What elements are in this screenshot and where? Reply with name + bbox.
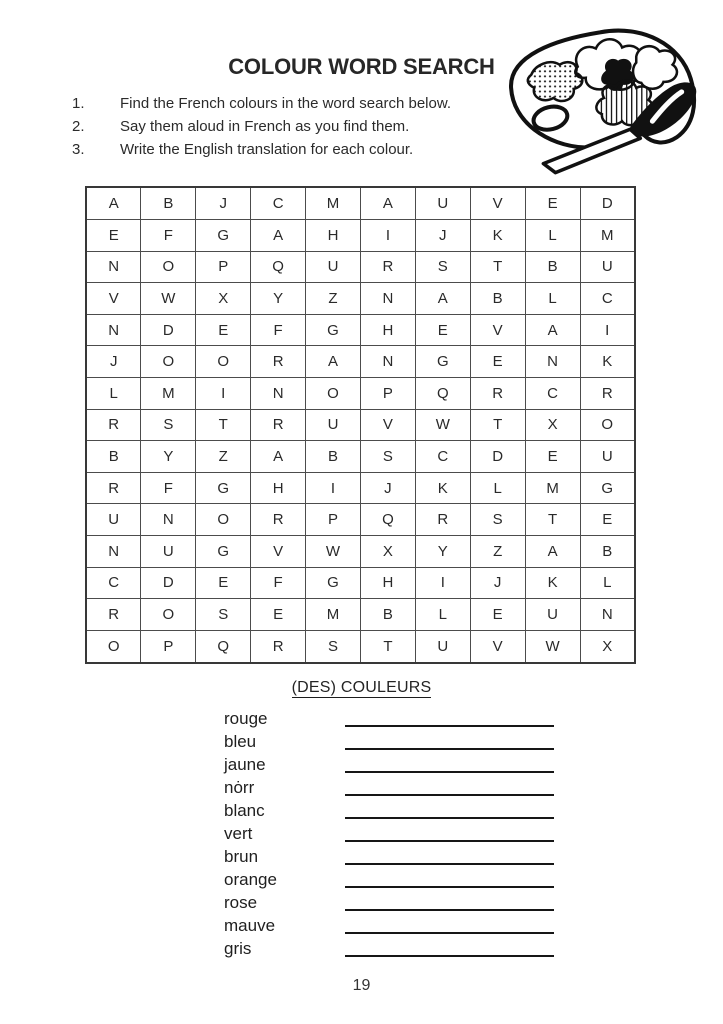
grid-cell: C — [86, 567, 141, 599]
grid-cell: V — [470, 187, 525, 219]
grid-cell: F — [141, 219, 196, 251]
word-list-heading: (DES) COULEURS — [291, 679, 432, 696]
french-colour-word: nȯrr — [224, 778, 255, 797]
grid-cell: A — [251, 219, 306, 251]
grid-cell: U — [580, 251, 635, 283]
french-colour-word: bleu — [224, 732, 257, 751]
grid-cell: J — [86, 346, 141, 378]
grid-cell: L — [86, 378, 141, 410]
grid-cell: K — [580, 346, 635, 378]
grid-cell: A — [525, 536, 580, 568]
grid-cell: P — [306, 504, 361, 536]
grid-cell: M — [525, 472, 580, 504]
word-row — [224, 799, 564, 822]
grid-row — [86, 187, 635, 219]
grid-cell: B — [470, 283, 525, 315]
grid-cell: B — [306, 441, 361, 473]
paint-palette-icon — [503, 24, 717, 178]
grid-cell: C — [251, 187, 306, 219]
grid-cell: Q — [251, 251, 306, 283]
grid-cell: K — [470, 219, 525, 251]
grid-cell: N — [580, 599, 635, 631]
grid-cell: H — [360, 567, 415, 599]
grid-cell: Q — [415, 378, 470, 410]
grid-cell: Q — [196, 630, 251, 663]
french-colour-word: blanc — [224, 801, 265, 820]
grid-cell: W — [141, 283, 196, 315]
grid-cell: E — [86, 219, 141, 251]
answer-line — [345, 886, 554, 888]
grid-cell: V — [86, 283, 141, 315]
french-colour-word: brun — [224, 847, 259, 866]
grid-cell: K — [415, 472, 470, 504]
grid-cell: T — [196, 409, 251, 441]
page-number: 19 — [352, 977, 371, 994]
grid-cell: E — [525, 187, 580, 219]
grid-cell: A — [306, 346, 361, 378]
grid-cell: H — [251, 472, 306, 504]
grid-cell: D — [470, 441, 525, 473]
answer-line — [345, 840, 554, 842]
grid-cell: R — [360, 251, 415, 283]
grid-cell: V — [470, 314, 525, 346]
grid-cell: N — [141, 504, 196, 536]
grid-cell: W — [306, 536, 361, 568]
grid-cell: D — [580, 187, 635, 219]
answer-line — [345, 955, 554, 957]
grid-cell: U — [86, 504, 141, 536]
grid-cell: L — [525, 283, 580, 315]
grid-cell: P — [196, 251, 251, 283]
grid-cell: R — [251, 346, 306, 378]
instructions-list — [72, 92, 502, 161]
word-row — [224, 776, 564, 799]
grid-cell: J — [415, 219, 470, 251]
grid-cell: R — [86, 599, 141, 631]
grid-cell: C — [580, 283, 635, 315]
grid-cell: E — [525, 441, 580, 473]
grid-cell: U — [415, 630, 470, 663]
grid-cell: J — [360, 472, 415, 504]
grid-cell: G — [196, 536, 251, 568]
grid-cell: B — [580, 536, 635, 568]
word-row — [224, 707, 564, 730]
grid-cell: X — [580, 630, 635, 663]
grid-cell: E — [251, 599, 306, 631]
answer-line — [345, 748, 554, 750]
answer-line — [345, 771, 554, 773]
grid-cell: D — [141, 567, 196, 599]
grid-cell: C — [525, 378, 580, 410]
grid-row — [86, 504, 635, 536]
grid-cell: L — [580, 567, 635, 599]
grid-cell: G — [580, 472, 635, 504]
grid-cell: B — [360, 599, 415, 631]
word-row — [224, 937, 564, 960]
grid-cell: X — [196, 283, 251, 315]
grid-cell: E — [196, 314, 251, 346]
grid-row — [86, 441, 635, 473]
grid-cell: T — [525, 504, 580, 536]
grid-cell: G — [306, 567, 361, 599]
answer-line — [345, 725, 554, 727]
answer-line — [345, 863, 554, 865]
grid-cell: B — [141, 187, 196, 219]
grid-cell: I — [306, 472, 361, 504]
answer-line — [345, 794, 554, 796]
grid-cell: C — [415, 441, 470, 473]
instruction-text: Say them aloud in French as you find them. — [120, 118, 410, 135]
grid-cell: E — [470, 599, 525, 631]
grid-cell: G — [196, 472, 251, 504]
instruction-number: 3. — [72, 141, 85, 158]
grid-cell: L — [415, 599, 470, 631]
grid-row — [86, 378, 635, 410]
french-colour-word: orange — [224, 870, 277, 889]
grid-row — [86, 567, 635, 599]
word-row — [224, 891, 564, 914]
grid-cell: W — [525, 630, 580, 663]
grid-cell: A — [86, 187, 141, 219]
grid-cell: B — [86, 441, 141, 473]
grid-cell: O — [141, 251, 196, 283]
grid-cell: A — [415, 283, 470, 315]
grid-cell: N — [525, 346, 580, 378]
grid-cell: E — [415, 314, 470, 346]
grid-row — [86, 314, 635, 346]
grid-cell: K — [525, 567, 580, 599]
grid-cell: S — [196, 599, 251, 631]
grid-row — [86, 251, 635, 283]
grid-cell: R — [415, 504, 470, 536]
french-colour-word: gris — [224, 939, 252, 958]
grid-cell: T — [470, 409, 525, 441]
word-row — [224, 822, 564, 845]
grid-row — [86, 219, 635, 251]
answer-line — [345, 817, 554, 819]
grid-cell: R — [251, 409, 306, 441]
word-row — [224, 868, 564, 891]
grid-cell: N — [86, 251, 141, 283]
grid-cell: O — [141, 599, 196, 631]
grid-cell: X — [360, 536, 415, 568]
grid-cell: L — [470, 472, 525, 504]
grid-cell: S — [306, 630, 361, 663]
instruction-number: 1. — [72, 95, 85, 112]
instruction-item — [72, 115, 502, 138]
page-title: COLOUR WORD SEARCH — [228, 54, 495, 79]
grid-cell: R — [470, 378, 525, 410]
grid-row — [86, 346, 635, 378]
instruction-item — [72, 138, 502, 161]
grid-cell: O — [196, 346, 251, 378]
grid-cell: S — [141, 409, 196, 441]
grid-cell: I — [415, 567, 470, 599]
french-colour-word: rose — [224, 893, 258, 912]
grid-cell: U — [415, 187, 470, 219]
french-colour-word: mauve — [224, 916, 276, 935]
grid-cell: V — [360, 409, 415, 441]
grid-cell: N — [360, 283, 415, 315]
grid-cell: V — [470, 630, 525, 663]
word-row — [224, 845, 564, 868]
grid-cell: G — [415, 346, 470, 378]
answer-line — [345, 932, 554, 934]
grid-cell: Y — [415, 536, 470, 568]
grid-cell: U — [580, 441, 635, 473]
grid-cell: T — [360, 630, 415, 663]
grid-cell: E — [196, 567, 251, 599]
grid-cell: S — [360, 441, 415, 473]
grid-cell: E — [580, 504, 635, 536]
grid-cell: U — [525, 599, 580, 631]
grid-cell: Y — [141, 441, 196, 473]
grid-cell: O — [306, 378, 361, 410]
grid-row — [86, 283, 635, 315]
word-row — [224, 730, 564, 753]
french-colour-word: rouge — [224, 709, 268, 728]
grid-cell: P — [360, 378, 415, 410]
grid-cell: B — [525, 251, 580, 283]
grid-cell: N — [86, 314, 141, 346]
grid-cell: P — [141, 630, 196, 663]
grid-cell: Z — [306, 283, 361, 315]
grid-cell: N — [86, 536, 141, 568]
grid-cell: T — [470, 251, 525, 283]
french-colour-word: jaune — [224, 755, 266, 774]
grid-cell: J — [470, 567, 525, 599]
grid-cell: A — [525, 314, 580, 346]
word-row — [224, 914, 564, 937]
grid-cell: F — [251, 314, 306, 346]
grid-cell: S — [415, 251, 470, 283]
grid-cell: J — [196, 187, 251, 219]
grid-row — [86, 409, 635, 441]
word-list — [224, 707, 564, 960]
instruction-text: Write the English translation for each colour. — [120, 141, 414, 158]
grid-cell: R — [251, 504, 306, 536]
grid-row — [86, 536, 635, 568]
grid-cell: Q — [360, 504, 415, 536]
grid-cell: O — [141, 346, 196, 378]
grid-cell: S — [470, 504, 525, 536]
grid-cell: O — [86, 630, 141, 663]
grid-cell: W — [415, 409, 470, 441]
grid-cell: A — [251, 441, 306, 473]
grid-cell: E — [470, 346, 525, 378]
grid-cell: R — [86, 472, 141, 504]
grid-cell: H — [306, 219, 361, 251]
grid-cell: I — [196, 378, 251, 410]
grid-cell: Z — [470, 536, 525, 568]
grid-cell: M — [306, 187, 361, 219]
grid-cell: X — [525, 409, 580, 441]
grid-cell: M — [306, 599, 361, 631]
grid-cell: L — [525, 219, 580, 251]
grid-cell: G — [196, 219, 251, 251]
grid-cell: F — [251, 567, 306, 599]
grid-cell: H — [360, 314, 415, 346]
instruction-text: Find the French colours in the word search below. — [120, 95, 452, 112]
grid-cell: Y — [251, 283, 306, 315]
word-search-grid — [85, 186, 636, 664]
answer-line — [345, 909, 554, 911]
grid-cell: N — [360, 346, 415, 378]
instruction-item — [72, 92, 502, 115]
grid-cell: I — [580, 314, 635, 346]
grid-row — [86, 630, 635, 663]
grid-cell: U — [306, 409, 361, 441]
grid-cell: A — [360, 187, 415, 219]
grid-row — [86, 599, 635, 631]
grid-cell: Z — [196, 441, 251, 473]
grid-cell: U — [306, 251, 361, 283]
grid-cell: R — [580, 378, 635, 410]
instruction-number: 2. — [72, 118, 85, 135]
grid-cell: U — [141, 536, 196, 568]
french-colour-word: vert — [224, 824, 253, 843]
grid-cell: V — [251, 536, 306, 568]
grid-cell: F — [141, 472, 196, 504]
grid-cell: G — [306, 314, 361, 346]
grid-cell: D — [141, 314, 196, 346]
grid-row — [86, 472, 635, 504]
grid-cell: O — [580, 409, 635, 441]
grid-cell: O — [196, 504, 251, 536]
grid-cell: I — [360, 219, 415, 251]
word-row — [224, 753, 564, 776]
grid-cell: M — [580, 219, 635, 251]
grid-cell: M — [141, 378, 196, 410]
grid-cell: R — [251, 630, 306, 663]
grid-cell: N — [251, 378, 306, 410]
grid-cell: R — [86, 409, 141, 441]
